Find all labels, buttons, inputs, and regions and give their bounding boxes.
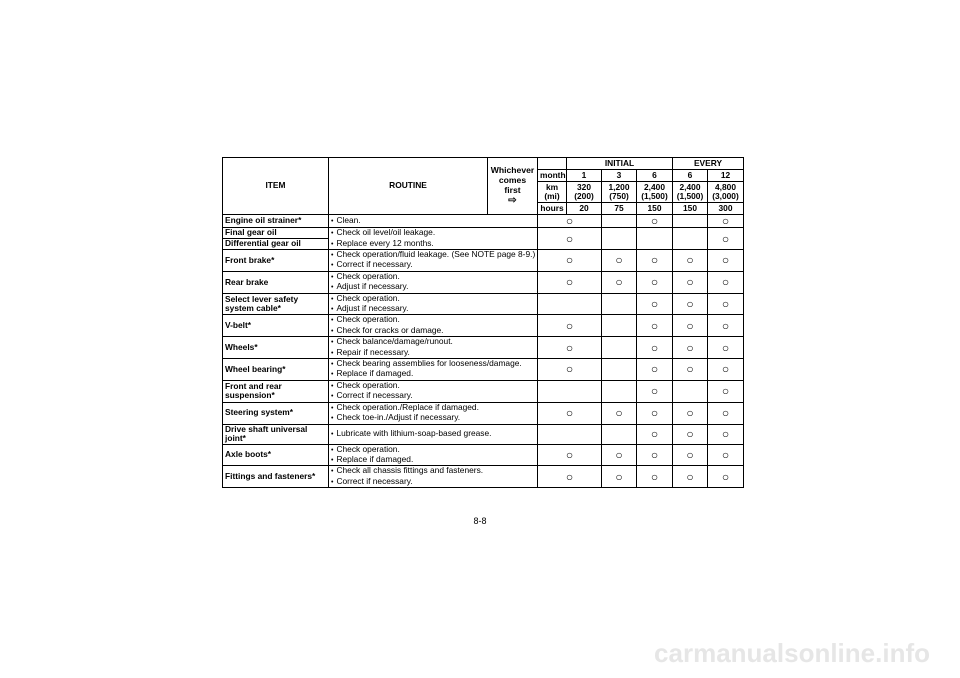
interval-cell [538,466,602,488]
check-circle-icon: ○ [721,469,730,484]
schedule-row [223,315,744,337]
item-cell: Front and rear suspension* [223,380,329,402]
routine-line [331,260,535,270]
interval-cell [673,293,708,315]
routine-text: Check operation. [336,292,400,303]
interval-cell [538,380,602,402]
routine-text: Lubricate with lithium-soap-based grease. [336,427,492,438]
routine-text: Check operation./Replace if damaged. [336,401,479,412]
check-circle-icon: ○ [686,406,694,421]
interval-cell [602,424,637,444]
interval-cell [673,337,708,359]
interval-cell [538,293,602,315]
interval-cell [538,271,602,293]
check-circle-icon: ○ [650,469,659,484]
bullet-icon: • [331,339,334,347]
bullet-icon: • [331,430,334,438]
interval-cell [602,359,637,381]
check-circle-icon: ○ [650,362,659,377]
interval-cell [673,402,708,424]
routine-text: Repair if necessary. [336,346,410,357]
interval-cell [673,424,708,444]
bullet-icon: • [331,273,334,281]
km-value: 4,800 (3,000) [708,182,744,203]
routine-text: Correct if necessary. [336,259,413,270]
schedule-row [223,228,744,239]
routine-text: Replace if damaged. [336,368,414,379]
check-circle-icon: ○ [721,340,730,355]
interval-cell [602,380,637,402]
routine-line [331,304,535,314]
routine-text: Replace if damaged. [336,453,414,464]
routine-text: Correct if necessary. [336,475,413,486]
routine-cell [329,402,538,424]
interval-cell [602,215,637,228]
check-circle-icon: ○ [615,253,623,268]
schedule-row [223,250,744,272]
bullet-icon: • [331,478,334,486]
interval-cell [708,315,744,337]
interval-cell [673,271,708,293]
hours-value: 20 [567,203,602,215]
interval-cell [673,228,708,250]
interval-cell [538,424,602,444]
check-circle-icon: ○ [615,447,623,462]
item-cell: Engine oil strainer* [223,215,329,228]
routine-line [331,348,535,358]
check-circle-icon: ○ [650,253,659,268]
routine-line [331,391,535,401]
interval-cell [708,359,744,381]
check-circle-icon: ○ [650,406,659,421]
maintenance-schedule-table [222,157,744,488]
check-circle-icon: ○ [721,406,730,421]
routine-text: Check operation. [336,379,400,390]
routine-line [331,477,535,487]
routine-line [331,369,535,379]
bullet-icon: • [331,306,334,314]
routine-cell [329,250,538,272]
interval-cell [637,359,673,381]
check-circle-icon: ○ [721,275,730,290]
hours-value: 150 [637,203,673,215]
interval-cell [708,402,744,424]
routine-cell [329,228,538,250]
check-circle-icon: ○ [721,427,730,441]
item-cell: V-belt* [223,315,329,337]
month-label: month [538,170,567,182]
km-value: 2,400 (1,500) [637,182,673,203]
check-circle-icon: ○ [615,469,623,484]
check-circle-icon: ○ [686,362,694,377]
bullet-icon: • [331,240,334,248]
schedule-row [223,444,744,466]
month-value: 1 [567,170,602,182]
routine-line [331,413,535,423]
interval-cell [602,315,637,337]
interval-cell [602,228,637,250]
routine-cell [329,337,538,359]
routine-cell [329,466,538,488]
check-circle-icon: ○ [565,406,574,421]
check-circle-icon: ○ [650,318,659,333]
whichever-comes-first [488,158,538,215]
check-circle-icon: ○ [650,340,659,355]
check-circle-icon: ○ [650,297,659,312]
schedule-row [223,337,744,359]
interval-cell [637,402,673,424]
routine-text: Check oil level/oil leakage. [336,227,436,238]
routine-line [331,216,535,226]
routine-line [331,282,535,292]
interval-cell [708,215,744,228]
interval-cell [708,424,744,444]
bullet-icon: • [331,230,334,238]
watermark: carmanualsonline.info [654,638,930,668]
routine-text: Replace every 12 months. [336,237,434,248]
routine-cell [329,215,538,228]
routine-text: Check operation/fluid leakage. (See NOTE page 8-9.) [336,249,536,259]
bullet-icon: • [331,446,334,454]
interval-cell [637,424,673,444]
interval-cell [538,228,602,250]
bullet-icon: • [331,393,334,401]
schedule-row [223,402,744,424]
arrow-right-icon: ⇨ [508,194,517,206]
interval-cell [708,337,744,359]
routine-header: ROUTINE [329,158,488,215]
routine-text: Check for cracks or damage. [336,324,444,335]
month-value: 3 [602,170,637,182]
check-circle-icon: ○ [686,447,694,462]
routine-cell [329,380,538,402]
interval-cell [602,250,637,272]
schedule-row [223,466,744,488]
interval-cell [637,228,673,250]
interval-cell [602,402,637,424]
km-label: km (mi) [538,182,567,203]
schedule-row [223,293,744,315]
hours-value: 75 [602,203,637,215]
bullet-icon: • [331,317,334,325]
check-circle-icon: ○ [686,253,694,268]
interval-cell [673,359,708,381]
routine-cell [329,293,538,315]
interval-cell [708,228,744,250]
check-circle-icon: ○ [686,469,694,484]
item-cell: Front brake* [223,250,329,272]
interval-cell [708,250,744,272]
routine-text: Check operation. [336,443,400,454]
interval-cell [708,444,744,466]
interval-cell [673,215,708,228]
bullet-icon: • [331,349,334,357]
interval-cell [637,293,673,315]
item-cell: Fittings and fasteners* [223,466,329,488]
check-circle-icon: ○ [721,447,730,462]
interval-cell [673,250,708,272]
schedule-row [223,380,744,402]
interval-cell [602,444,637,466]
month-value: 6 [673,170,708,182]
check-circle-icon: ○ [615,275,623,290]
bullet-icon: • [331,361,334,369]
interval-cell [673,466,708,488]
routine-cell [329,424,538,444]
check-circle-icon: ○ [565,447,574,462]
check-circle-icon: ○ [565,469,574,484]
check-circle-icon: ○ [686,275,694,290]
month-value: 6 [637,170,673,182]
item-cell: Steering system* [223,402,329,424]
check-circle-icon: ○ [650,427,659,441]
check-circle-icon: ○ [565,214,574,228]
check-circle-icon: ○ [686,340,694,355]
interval-cell [538,337,602,359]
item-cell: Wheels* [223,337,329,359]
hours-value: 300 [708,203,744,215]
routine-cell [329,444,538,466]
bullet-icon: • [331,284,334,292]
item-cell: Wheel bearing* [223,359,329,381]
item-cell: Final gear oil [223,228,329,239]
item-cell: Select lever safety system cable* [223,293,329,315]
check-circle-icon: ○ [721,253,730,268]
routine-cell [329,271,538,293]
interval-cell [637,215,673,228]
item-cell: Axle boots* [223,444,329,466]
routine-text: Check toe-in./Adjust if necessary. [336,412,461,423]
month-value: 12 [708,170,744,182]
interval-cell [637,315,673,337]
initial-header: INITIAL [567,158,673,170]
routine-text: Adjust if necessary. [336,281,409,292]
routine-cell [329,359,538,381]
interval-cell [708,271,744,293]
bullet-icon: • [331,327,334,335]
bullet-icon: • [331,382,334,390]
interval-cell [637,271,673,293]
check-circle-icon: ○ [721,231,730,246]
check-circle-icon: ○ [565,231,574,246]
routine-text: Check bearing assemblies for looseness/damage. [336,358,522,369]
km-value: 2,400 (1,500) [673,182,708,203]
bullet-icon: • [331,415,334,423]
item-cell: Rear brake [223,271,329,293]
interval-cell [637,380,673,402]
routine-text: Check operation. [336,270,400,281]
interval-cell [673,380,708,402]
routine-text: Check operation. [336,314,400,325]
interval-cell [637,337,673,359]
check-circle-icon: ○ [721,362,730,377]
bullet-icon: • [331,456,334,464]
interval-cell [602,466,637,488]
schedule-row [223,271,744,293]
bullet-icon: • [331,252,334,259]
routine-text: Clean. [336,214,361,225]
every-header: EVERY [673,158,744,170]
interval-cell [602,337,637,359]
routine-line [331,429,535,439]
check-circle-icon: ○ [721,297,730,312]
check-circle-icon: ○ [650,214,659,228]
interval-cell [708,380,744,402]
check-circle-icon: ○ [650,275,659,290]
km-value: 1,200 (750) [602,182,637,203]
check-circle-icon: ○ [565,362,574,377]
check-circle-icon: ○ [721,318,730,333]
schedule-row [223,424,744,444]
check-circle-icon: ○ [565,253,574,268]
interval-cell [538,402,602,424]
interval-cell [708,293,744,315]
bullet-icon: • [331,262,334,270]
routine-line [331,455,535,465]
interval-cell [538,444,602,466]
whichever-label: Whichever comes first [490,165,535,195]
check-circle-icon: ○ [565,275,574,290]
check-circle-icon: ○ [565,340,574,355]
interval-cell [538,215,602,228]
routine-cell [329,315,538,337]
routine-line [331,326,535,336]
bullet-icon: • [331,295,334,303]
check-circle-icon: ○ [721,214,730,228]
interval-cell [538,250,602,272]
interval-cell [637,250,673,272]
routine-text: Check balance/damage/runout. [336,336,453,347]
schedule-row [223,359,744,381]
check-circle-icon: ○ [650,447,659,462]
check-circle-icon: ○ [650,384,659,399]
interval-cell [637,444,673,466]
routine-text: Check all chassis fittings and fasteners. [336,465,484,476]
page-number: 8-8 [473,516,487,526]
routine-text: Adjust if necessary. [336,303,409,314]
check-circle-icon: ○ [686,318,694,333]
bullet-icon: • [331,404,334,412]
check-circle-icon: ○ [721,384,730,399]
check-circle-icon: ○ [565,318,574,333]
interval-cell [637,466,673,488]
bullet-icon: • [331,217,334,225]
interval-cell [708,466,744,488]
bullet-icon: • [331,468,334,476]
item-cell: Differential gear oil [223,239,329,250]
check-circle-icon: ○ [686,297,694,312]
schedule-row [223,215,744,228]
routine-line [331,239,535,249]
km-value: 320 (200) [567,182,602,203]
bullet-icon: • [331,371,334,379]
item-header: ITEM [223,158,329,215]
interval-cell [538,315,602,337]
interval-cell [673,444,708,466]
routine-text: Correct if necessary. [336,390,413,401]
interval-cell [602,271,637,293]
interval-cell [602,293,637,315]
hours-value: 150 [673,203,708,215]
interval-cell [538,359,602,381]
check-circle-icon: ○ [615,406,623,421]
item-cell: Drive shaft universal joint* [223,424,329,444]
interval-cell [673,315,708,337]
check-circle-icon: ○ [686,427,694,441]
hours-label: hours [538,203,567,215]
